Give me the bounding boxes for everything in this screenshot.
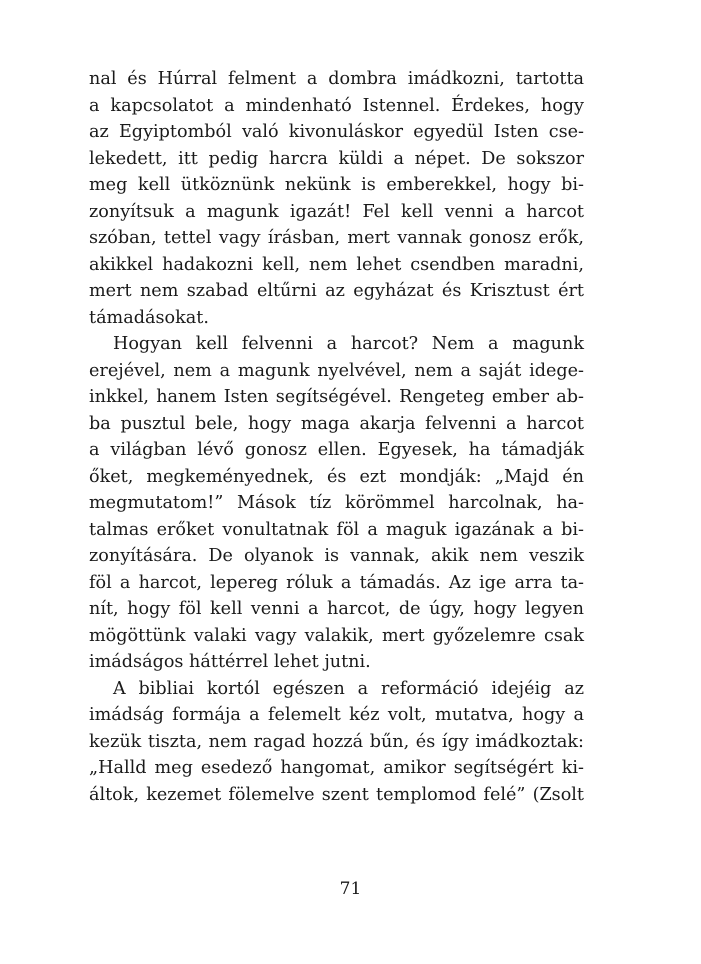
text-line: őket, megkeményednek, és ezt mondják: „Majd én: [89, 466, 584, 487]
text-line: inkkel, hanem Isten segítségével. Rengeteg ember ab-: [89, 387, 584, 407]
text-line: szóban, tettel vagy írásban, mert vannak gonosz erők,: [89, 228, 584, 248]
text-line: megmutatom!” Mások tíz körömmel harcolnak, ha-: [89, 493, 584, 513]
page-number: 71: [339, 879, 362, 899]
text-line: talmas erőket vonultatnak föl a maguk igazának a bi-: [89, 519, 584, 540]
text-line: ba pusztul bele, hogy maga akarja felvenni a harcot: [89, 413, 584, 434]
text-line: mögöttünk valaki vagy valakik, mert győzelemre csak: [89, 625, 584, 646]
text-line: erejével, nem a magunk nyelvével, nem a saját idege-: [89, 360, 584, 381]
text-line: Hogyan kell felvenni a harcot? Nem a magunk: [113, 334, 584, 354]
text-line: áltok, kezemet fölemelve szent templomod felé” (Zsolt: [89, 784, 584, 805]
text-line: kezük tiszta, nem ragad hozzá bűn, és így imádkoztak:: [89, 731, 584, 752]
text-line: zonyítására. De olyanok is vannak, akik nem veszik: [89, 546, 584, 566]
text-line: A bibliai kortól egészen a reformáció idejéig az: [113, 678, 584, 699]
text-line: mert nem szabad eltűrni az egyházat és Krisztust ért: [89, 281, 584, 301]
text-line: meg kell ütköznünk nekünk is emberekkel, hogy bi-: [89, 175, 584, 195]
text-line: a kapcsolatot a mindenható Istennel. Érdekes, hogy: [89, 95, 584, 116]
text-line: akikkel hadakozni kell, nem lehet csendben maradni,: [89, 254, 584, 275]
text-line: a világban lévő gonosz ellen. Egyesek, ha támadják: [89, 440, 584, 460]
text-line: imádságos háttérrel lehet jutni.: [89, 652, 371, 672]
text-line: az Egyiptomból való kivonuláskor egyedül Isten cse-: [89, 122, 584, 142]
text-line: nít, hogy föl kell venni a harcot, de úgy, hogy legyen: [89, 599, 584, 619]
text-line: lekedett, itt pedig harcra küldi a népet. De sokszor: [89, 148, 584, 169]
body-text: [89, 66, 584, 808]
text-line: zonyítsuk a magunk igazát! Fel kell venni a harcot: [89, 201, 584, 222]
text-line: „Halld meg esedező hangomat, amikor segítségért ki-: [89, 758, 584, 778]
text-line: imádság formája a felemelt kéz volt, mutatva, hogy a: [89, 705, 584, 725]
text-line: nal és Húrral felment a dombra imádkozni, tartotta: [89, 69, 584, 89]
text-line: föl a harcot, lepereg róluk a támadás. Az ige arra ta-: [89, 572, 584, 593]
text-line: támadásokat.: [89, 307, 209, 328]
